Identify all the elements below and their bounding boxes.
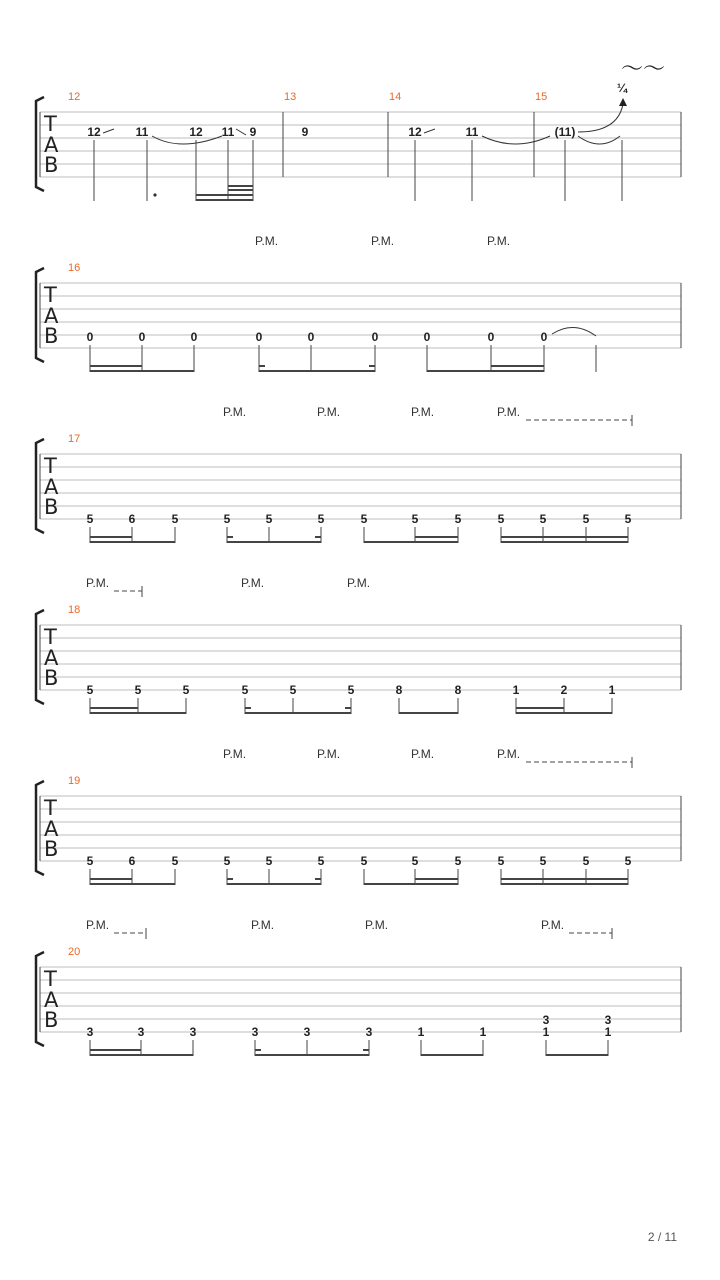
fret-number: 12 [408, 125, 422, 139]
fret-number: 0 [423, 330, 431, 344]
bar-number: 19 [68, 775, 81, 787]
tab-clef-t: T [44, 283, 57, 307]
palm-mute-extension [526, 415, 632, 426]
fret-number: 0 [307, 330, 315, 344]
bar-number: 14 [389, 91, 402, 103]
vibrato-icon: 〜〜 [620, 57, 666, 82]
tab-clef-a: A [44, 988, 59, 1012]
rhythm-beams [90, 536, 628, 543]
tab-system-2 [36, 234, 681, 372]
palm-mute-label: P.M. [241, 576, 265, 590]
fret-number: 5 [317, 512, 325, 526]
palm-mute-label: P.M. [86, 918, 110, 932]
staff-lines [40, 454, 681, 519]
tab-clef-t: T [44, 454, 57, 478]
fret-number: 3 [542, 1013, 550, 1027]
bar-number: 15 [535, 91, 548, 103]
palm-mute-label: P.M. [497, 747, 521, 761]
palm-mute-label: P.M. [411, 747, 435, 761]
rhythm-beams [90, 878, 628, 885]
fret-number: 0 [255, 330, 263, 344]
fret-number: 3 [365, 1025, 373, 1039]
fret-number: 3 [251, 1025, 259, 1039]
fret-number: 11 [465, 125, 479, 139]
staff-lines [40, 283, 681, 348]
fret-number: 1 [479, 1025, 487, 1039]
fret-number: 11 [221, 125, 235, 139]
tab-system-5 [36, 747, 681, 885]
fret-number: 5 [411, 854, 419, 868]
fret-number: 5 [539, 512, 547, 526]
fret-number: 5 [317, 854, 325, 868]
fret-number: 5 [289, 683, 297, 697]
rhythm-stems [90, 1040, 608, 1056]
tab-clef-a: A [44, 304, 59, 328]
fret-number: 0 [138, 330, 146, 344]
page-number: 2 / 11 [647, 1230, 677, 1244]
fret-number: 5 [86, 512, 94, 526]
bend-amount: ¼ [616, 81, 628, 95]
tab-clef-b: B [44, 666, 59, 690]
fret-number: 5 [582, 512, 590, 526]
bar-number: 17 [68, 433, 81, 445]
fret-number: 5 [582, 854, 590, 868]
tab-clef-t: T [44, 112, 57, 136]
fret-number: 1 [542, 1025, 550, 1039]
tab-system-6 [36, 918, 681, 1056]
palm-mute-label: P.M. [487, 234, 511, 248]
fret-number: 3 [137, 1025, 145, 1039]
dot-icon [153, 193, 156, 196]
palm-mute-label: P.M. [255, 234, 279, 248]
palm-mute-label: P.M. [223, 747, 247, 761]
fret-number: 0 [86, 330, 94, 344]
rhythm-beams [196, 185, 253, 201]
tab-clef-t: T [44, 796, 57, 820]
fret-number: 1 [608, 683, 616, 697]
tab-clef-a: A [44, 817, 59, 841]
fret-number: 11 [135, 125, 149, 139]
rhythm-stems [94, 140, 622, 201]
rhythm-beams [90, 1049, 608, 1056]
bar-number: 20 [68, 946, 81, 958]
tab-clef-a: A [44, 475, 59, 499]
fret-number: 3 [189, 1025, 197, 1039]
fret-number: 9 [301, 125, 309, 139]
bar-number: 18 [68, 604, 81, 616]
palm-mute-extension [526, 757, 632, 768]
fret-number: (11) [554, 125, 576, 139]
fret-number: 5 [223, 512, 231, 526]
fret-number: 5 [134, 683, 142, 697]
barlines [40, 796, 681, 861]
fret-number: 8 [395, 683, 403, 697]
fret-number: 5 [347, 683, 355, 697]
fret-number: 5 [497, 512, 505, 526]
bar-number: 13 [284, 91, 297, 103]
fret-number: 3 [86, 1025, 94, 1039]
tab-clef-b: B [44, 837, 59, 861]
palm-mute-label: P.M. [347, 576, 371, 590]
tab-clef-a: A [44, 133, 59, 157]
fret-number: 0 [540, 330, 548, 344]
fret-number: 5 [223, 854, 231, 868]
bar-number: 16 [68, 262, 81, 274]
fret-number: 5 [624, 854, 632, 868]
rhythm-beams [90, 365, 544, 372]
tab-clef-b: B [44, 495, 59, 519]
palm-mute-label: P.M. [317, 747, 341, 761]
fret-number: 5 [411, 512, 419, 526]
tab-clef-b: B [44, 153, 59, 177]
palm-mute-label: P.M. [541, 918, 565, 932]
fret-number: 5 [454, 854, 462, 868]
barlines [40, 283, 681, 348]
fret-number: 5 [171, 512, 179, 526]
fret-number: 1 [604, 1025, 612, 1039]
fret-number: 1 [417, 1025, 425, 1039]
barlines [40, 454, 681, 519]
barlines [40, 967, 681, 1032]
fret-number: 5 [86, 683, 94, 697]
staff-lines [40, 796, 681, 861]
fret-number: 1 [512, 683, 520, 697]
fret-number: 3 [604, 1013, 612, 1027]
fret-number: 5 [171, 854, 179, 868]
tab-clef-b: B [44, 324, 59, 348]
tab-clef-t: T [44, 625, 57, 649]
fret-number: 0 [487, 330, 495, 344]
fret-number: 12 [87, 125, 101, 139]
palm-mute-extension [114, 928, 146, 939]
fret-number: 5 [454, 512, 462, 526]
fret-number: 0 [190, 330, 198, 344]
fret-number: 5 [86, 854, 94, 868]
fret-number: 5 [360, 512, 368, 526]
bar-number: 12 [68, 91, 81, 103]
palm-mute-label: P.M. [317, 405, 341, 419]
fret-number: 6 [128, 854, 136, 868]
fret-number: 12 [189, 125, 203, 139]
palm-mute-label: P.M. [371, 234, 395, 248]
palm-mute-extension [114, 586, 142, 597]
fret-number: 3 [303, 1025, 311, 1039]
tab-clef-a: A [44, 646, 59, 670]
fret-number: 5 [265, 854, 273, 868]
rhythm-stems [90, 345, 596, 372]
fret-number: 5 [182, 683, 190, 697]
fret-number: 5 [497, 854, 505, 868]
fret-number: 5 [241, 683, 249, 697]
staff-lines [40, 112, 681, 177]
palm-mute-label: P.M. [86, 576, 110, 590]
fret-number: 9 [249, 125, 257, 139]
fret-number: 6 [128, 512, 136, 526]
rhythm-stems [90, 698, 612, 714]
tab-system-3 [36, 405, 681, 543]
palm-mute-extension [569, 928, 612, 939]
bend-arrow-icon [619, 98, 627, 106]
palm-mute-label: P.M. [251, 918, 275, 932]
staff-lines [40, 625, 681, 690]
palm-mute-label: P.M. [365, 918, 389, 932]
barlines [40, 625, 681, 690]
fret-number: 8 [454, 683, 462, 697]
palm-mute-label: P.M. [497, 405, 521, 419]
rhythm-stems [90, 869, 628, 885]
tab-system-1 [36, 57, 681, 201]
fret-number: 5 [539, 854, 547, 868]
rhythm-stems [90, 527, 628, 543]
tab-system-4 [36, 576, 681, 714]
palm-mute-label: P.M. [411, 405, 435, 419]
fret-number: 5 [624, 512, 632, 526]
fret-number: 5 [360, 854, 368, 868]
tab-clef-t: T [44, 967, 57, 991]
barlines [40, 112, 681, 177]
fret-number: 5 [265, 512, 273, 526]
fret-number: 2 [560, 683, 568, 697]
tab-clef-b: B [44, 1008, 59, 1032]
fret-number: 0 [371, 330, 379, 344]
palm-mute-label: P.M. [223, 405, 247, 419]
staff-lines [40, 967, 681, 1032]
